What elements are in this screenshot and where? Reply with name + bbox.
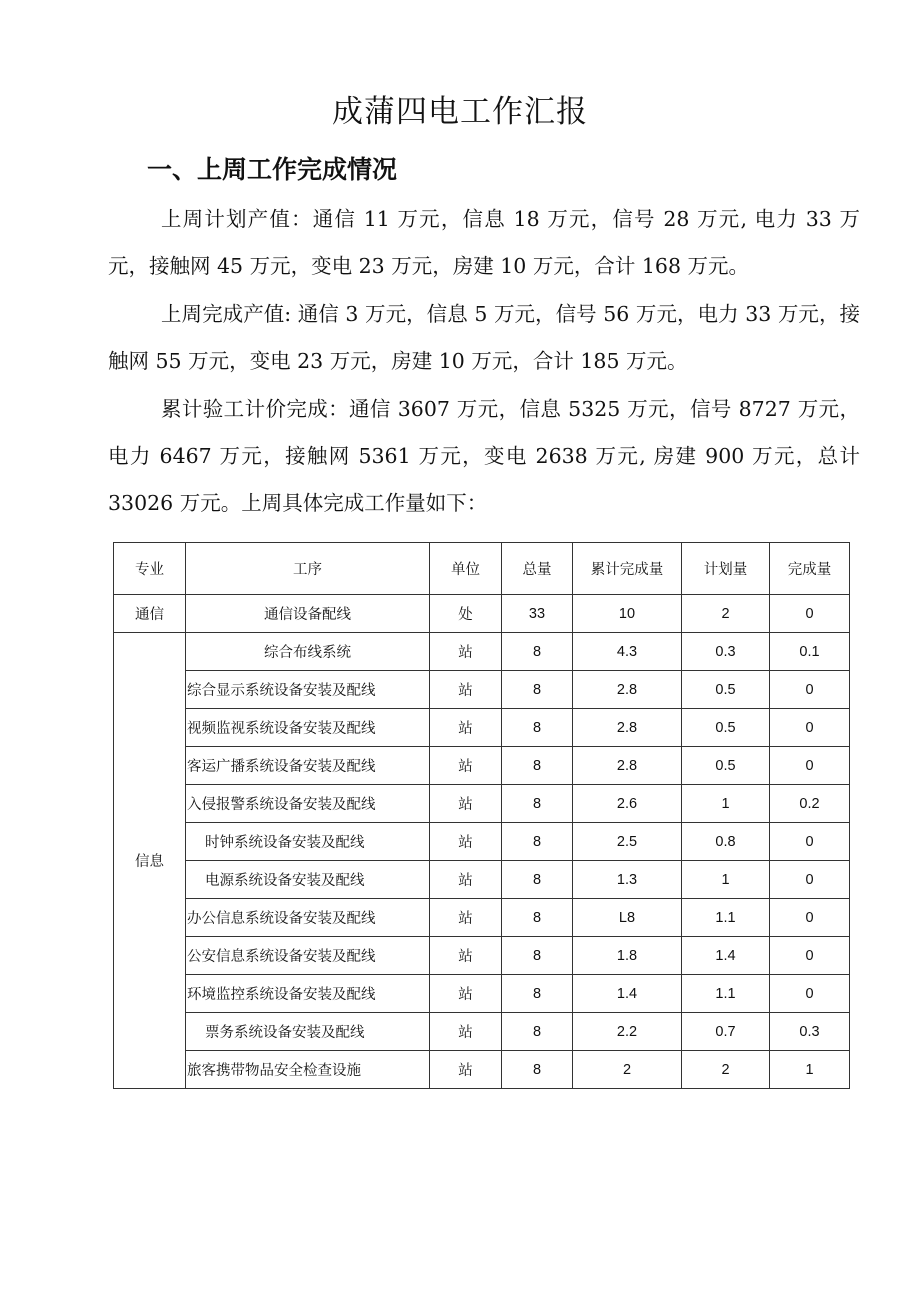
table-header-row: [114, 543, 850, 595]
cell-process: 公安信息系统设备安装及配线: [186, 937, 430, 975]
cell-process: 客运广播系统设备安装及配线: [186, 747, 430, 785]
cell-total: 8: [502, 1013, 573, 1051]
cell-unit: 站: [430, 671, 502, 709]
cell-process: 办公信息系统设备安装及配线: [186, 899, 430, 937]
header-completed: 完成量: [770, 543, 850, 595]
cell-unit: 站: [430, 861, 502, 899]
header-major: 专业: [114, 543, 186, 595]
cell-total: 8: [502, 633, 573, 671]
cell-total: 8: [502, 861, 573, 899]
table-row: [114, 899, 850, 937]
cell-process: 旅客携带物品安全检查设施: [186, 1051, 430, 1089]
completed-output-paragraph: 上周完成产值: 通信 3 万元，信息 5 万元，信号 56 万元，电力 33 万元，接触网 55 万元，变电 23 万元，房建 10 万元，合计 185 万元。: [108, 302, 860, 373]
cell-planned: 2: [682, 1051, 770, 1089]
cell-completed: 0: [770, 823, 850, 861]
cell-cumulative: 4.3: [573, 633, 682, 671]
cell-process: 票务系统设备安装及配线: [186, 1013, 430, 1051]
cell-process: 电源系统设备安装及配线: [186, 861, 430, 899]
cell-cumulative: 2.5: [573, 823, 682, 861]
cell-completed: 1: [770, 1051, 850, 1089]
cell-completed: 0: [770, 861, 850, 899]
cell-total: 8: [502, 709, 573, 747]
cell-completed: 0: [770, 595, 850, 633]
table-row: [114, 1013, 850, 1051]
cell-unit: 站: [430, 937, 502, 975]
cell-completed: 0: [770, 975, 850, 1013]
cell-total: 8: [502, 937, 573, 975]
table-row: [114, 937, 850, 975]
planned-output-paragraph: 上周计划产值：通信 11 万元，信息 18 万元，信号 28 万元, 电力 33 万元，接触网 45 万元，变电 23 万元，房建 10 万元，合计 168 万元。: [108, 207, 860, 278]
cell-total: 33: [502, 595, 573, 633]
table-row: [114, 785, 850, 823]
cell-planned: 0.7: [682, 1013, 770, 1051]
cell-unit: 站: [430, 785, 502, 823]
header-process: 工序: [186, 543, 430, 595]
cell-unit: 站: [430, 899, 502, 937]
cell-process: 综合显示系统设备安装及配线: [186, 671, 430, 709]
cell-planned: 1: [682, 785, 770, 823]
cell-unit: 站: [430, 1051, 502, 1089]
cell-unit: 站: [430, 975, 502, 1013]
cell-planned: 2: [682, 595, 770, 633]
cell-major: 通信: [114, 595, 186, 633]
table-row: [114, 1051, 850, 1089]
cell-unit: 站: [430, 1013, 502, 1051]
cell-planned: 1.1: [682, 899, 770, 937]
cell-total: 8: [502, 975, 573, 1013]
cell-planned: 0.5: [682, 747, 770, 785]
cell-completed: 0: [770, 709, 850, 747]
cell-process: 环境监控系统设备安装及配线: [186, 975, 430, 1013]
cell-total: 8: [502, 671, 573, 709]
cell-completed: 0.3: [770, 1013, 850, 1051]
cell-completed: 0: [770, 747, 850, 785]
cell-cumulative: 1.8: [573, 937, 682, 975]
table-row: [114, 595, 850, 633]
cell-cumulative: 2.8: [573, 709, 682, 747]
cell-planned: 0.5: [682, 671, 770, 709]
cell-completed: 0: [770, 899, 850, 937]
cell-cumulative: 10: [573, 595, 682, 633]
cell-cumulative: L8: [573, 899, 682, 937]
header-cumulative: 累计完成量: [573, 543, 682, 595]
table-row: [114, 975, 850, 1013]
cell-process: 视频监视系统设备安装及配线: [186, 709, 430, 747]
document-title: 成蒲四电工作汇报: [332, 94, 588, 130]
cell-total: 8: [502, 899, 573, 937]
cell-process: 入侵报警系统设备安装及配线: [186, 785, 430, 823]
table-row: [114, 861, 850, 899]
cell-unit: 站: [430, 823, 502, 861]
cell-total: 8: [502, 1051, 573, 1089]
cell-cumulative: 2.8: [573, 671, 682, 709]
cell-planned: 1.1: [682, 975, 770, 1013]
cell-process: 时钟系统设备安装及配线: [186, 823, 430, 861]
table-row: [114, 823, 850, 861]
cell-cumulative: 1.3: [573, 861, 682, 899]
cell-completed: 0.1: [770, 633, 850, 671]
workload-table: [113, 542, 850, 1089]
cell-process: 通信设备配线: [186, 595, 430, 633]
cell-planned: 1: [682, 861, 770, 899]
cell-unit: 站: [430, 747, 502, 785]
cell-cumulative: 2.6: [573, 785, 682, 823]
cell-cumulative: 2: [573, 1051, 682, 1089]
cell-planned: 0.3: [682, 633, 770, 671]
table-row: [114, 747, 850, 785]
cell-cumulative: 2.8: [573, 747, 682, 785]
cell-major: 信息: [114, 633, 186, 1089]
cell-planned: 0.8: [682, 823, 770, 861]
cell-unit: 站: [430, 709, 502, 747]
cell-completed: 0.2: [770, 785, 850, 823]
cumulative-valuation-paragraph: 累计验工计价完成：通信 3607 万元，信息 5325 万元，信号 8727 万元，电力 6467 万元，接触网 5361 万元，变电 2638 万元, 房建 900 万元，总计 33026 万元。上周具体完成工作量如下：: [108, 397, 860, 515]
section-heading: 一、上周工作完成情况: [147, 155, 398, 184]
cell-completed: 0: [770, 937, 850, 975]
cell-completed: 0: [770, 671, 850, 709]
table-row: [114, 709, 850, 747]
cell-planned: 1.4: [682, 937, 770, 975]
cell-total: 8: [502, 785, 573, 823]
cell-cumulative: 1.4: [573, 975, 682, 1013]
cell-total: 8: [502, 823, 573, 861]
table-row: [114, 633, 850, 671]
header-total: 总量: [502, 543, 573, 595]
header-unit: 单位: [430, 543, 502, 595]
cell-unit: 处: [430, 595, 502, 633]
cell-process: 综合布线系统: [186, 633, 430, 671]
cell-total: 8: [502, 747, 573, 785]
cell-planned: 0.5: [682, 709, 770, 747]
cell-cumulative: 2.2: [573, 1013, 682, 1051]
cell-unit: 站: [430, 633, 502, 671]
table-row: [114, 671, 850, 709]
header-planned: 计划量: [682, 543, 770, 595]
